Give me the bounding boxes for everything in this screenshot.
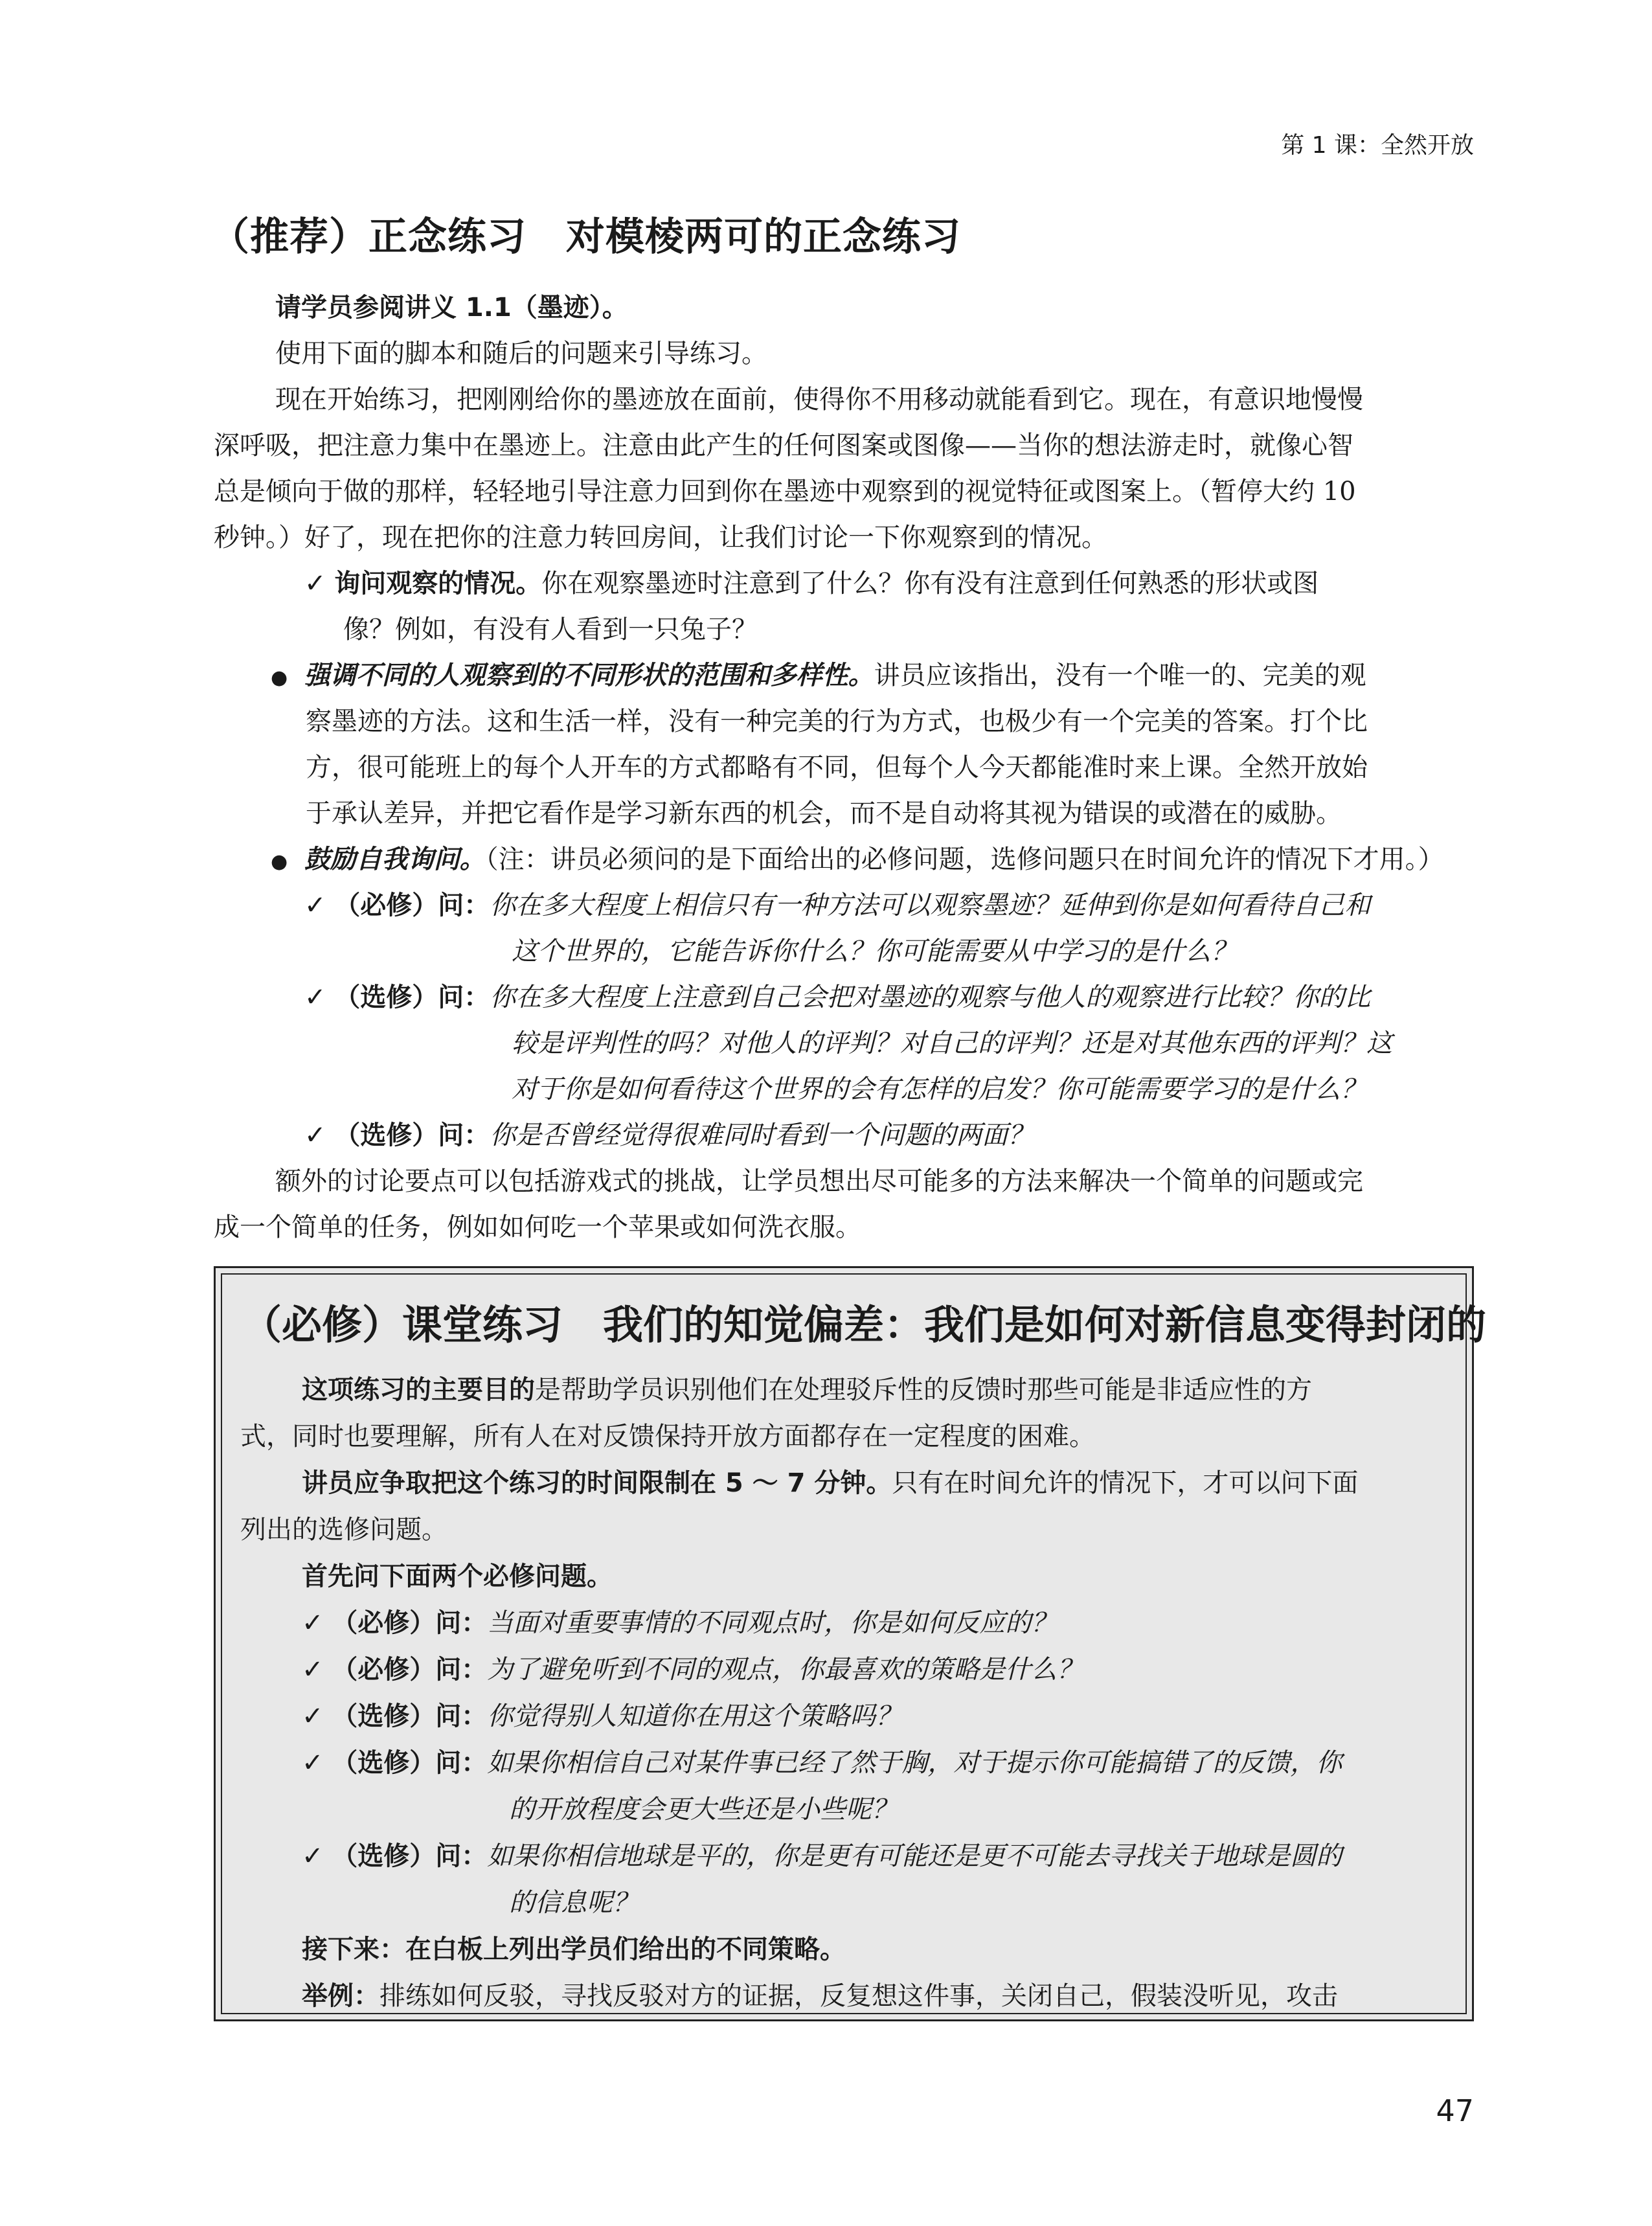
time-limit-line-cont: 列出的选修问题。 — [240, 1515, 447, 1545]
example-line: 举例：排练如何反驳，寻找反驳对方的证据，反复想这件事，关闭自己，假装没听见，攻击 — [302, 1981, 1338, 2011]
box-question-optional-3: ✓ （选修）问：如果你相信地球是平的，你是更有可能还是更不可能去寻找关于地球是圆的 — [302, 1841, 1342, 1871]
box-question-optional-2: ✓ （选修）问：如果你相信自己对某件事已经了然于胸，对于提示你可能搞错了的反馈，你 — [302, 1748, 1342, 1778]
question-optional-2: ✓ （选修）问：你是否曾经觉得很难同时看到一个问题的两面？ — [304, 1120, 1034, 1150]
box-question-optional-3-cont: 的信息呢？ — [509, 1888, 639, 1918]
purpose-line-cont: 式，同时也要理解，所有人在对反馈保持开放方面都存在一定程度的困难。 — [240, 1422, 1095, 1451]
question-optional-1-cont: 较是评判性的吗？对他人的评判？对自己的评判？还是对其他东西的评判？这 — [512, 1028, 1392, 1058]
exercise-box-title: （必修）课堂练习 我们的知觉偏差：我们是如何对新信息变得封闭的 — [242, 1301, 1487, 1348]
script-line-4: 秒钟。）好了，现在把你的注意力转回房间，让我们讨论一下你观察到的情况。 — [214, 523, 1107, 552]
bullet-icon: ● — [271, 666, 288, 689]
checkmark-icon: ✓ — [304, 982, 335, 1012]
instruction-line: 使用下面的脚本和随后的问题来引导练习。 — [275, 339, 767, 369]
box-question-optional-2-cont: 的开放程度会更大些还是小些呢？ — [509, 1795, 898, 1824]
next-step-line: 接下来：在白板上列出学员们给出的不同策略。 — [302, 1935, 846, 1964]
exercise-box — [214, 1266, 1487, 2021]
checkmark-icon: ✓ — [302, 1701, 332, 1731]
checkmark-icon: ✓ — [302, 1655, 332, 1685]
discussion-line-1: 额外的讨论要点可以包括游戏式的挑战，让学员想出尽可能多的方法来解决一个简单的问题或完 — [275, 1166, 1363, 1196]
checkmark-icon: ✓ — [302, 1841, 332, 1871]
question-optional-1-cont: 对于你是如何看待这个世界的会有怎样的启发？你可能需要学习的是什么？ — [512, 1074, 1366, 1104]
check-item-observation: ✓ 询问观察的情况。你在观察墨迹时注意到了什么？你有没有注意到任何熟悉的形状或图 — [304, 569, 1319, 598]
handout-reference: 请学员参阅讲义 1.1（墨迹）。 — [275, 293, 628, 323]
running-head: 第 1 课：全然开放 — [1281, 132, 1474, 159]
checkmark-icon: ✓ — [302, 1608, 332, 1638]
checkmark-icon: ✓ — [304, 1120, 335, 1150]
section-title: （推荐）正念练习 对模棱两可的正念练习 — [210, 214, 961, 260]
discussion-line-2: 成一个简单的任务，例如如何吃一个苹果或如何洗衣服。 — [214, 1212, 861, 1242]
time-limit-line: 讲员应争取把这个练习的时间限制在 5 ～ 7 分钟。只有在时间允许的情况下，才可以问下面 — [302, 1468, 1359, 1498]
box-question-optional-1: ✓ （选修）问：你觉得别人知道你在用这个策略吗？ — [302, 1701, 902, 1731]
question-optional-1: ✓ （选修）问：你在多大程度上注意到自己会把对墨迹的观察与他人的观察进行比较？你的比 — [304, 982, 1371, 1012]
script-line-2: 深呼吸，把注意力集中在墨迹上。注意由此产生的任何图案或图像——当你的想法游走时，就像心智 — [214, 431, 1353, 460]
question-required-1: ✓ （必修）问：你在多大程度上相信只有一种方法可以观察墨迹？延伸到你是如何看待自己和 — [304, 891, 1371, 920]
script-line-3: 总是倾向于做的那样，轻轻地引导注意力回到你在墨迹中观察到的视觉特征或图案上。（暂停大约 10 — [214, 477, 1356, 506]
question-required-1-cont: 这个世界的，它能告诉你什么？你可能需要从中学习的是什么？ — [512, 937, 1237, 966]
script-line-1: 现在开始练习，把刚刚给你的墨迹放在面前，使得你不用移动就能看到它。现在，有意识地慢慢 — [275, 385, 1363, 415]
section-body — [214, 285, 1474, 1251]
bullet-diversity: ● 强调不同的人观察到的不同形状的范围和多样性。讲员应该指出，没有一个唯一的、完美的观 — [271, 661, 1366, 690]
exercise-box-body — [240, 1367, 1445, 2019]
bullet-icon: ● — [271, 850, 288, 873]
checkmark-icon: ✓ — [302, 1748, 332, 1778]
bullet-diversity-line: 于承认差异，并把它看作是学习新东西的机会，而不是自动将其视为错误的或潜在的威胁。 — [306, 799, 1342, 828]
purpose-line: 这项练习的主要目的是帮助学员识别他们在处理驳斥性的反馈时那些可能是非适应性的方 — [302, 1375, 1312, 1405]
box-question-required-2: ✓ （必修）问：为了避免听到不同的观点，你最喜欢的策略是什么？ — [302, 1655, 1083, 1685]
checkmark-icon: ✓ — [304, 891, 335, 920]
box-question-required-1: ✓ （必修）问：当面对重要事情的不同观点时，你是如何反应的？ — [302, 1608, 1058, 1638]
checkmark-icon: ✓ — [304, 569, 335, 598]
bullet-diversity-line: 察墨迹的方法。这和生活一样，没有一种完美的行为方式，也极少有一个完美的答案。打个比 — [306, 707, 1368, 736]
bullet-self-inquiry: ● 鼓励自我询问。（注：讲员必须问的是下面给出的必修问题，选修问题只在时间允许的情况下才用。） — [271, 845, 1444, 874]
check-item-observation-cont: 像？例如，有没有人看到一只兔子？ — [343, 615, 758, 644]
bullet-diversity-line: 方，很可能班上的每个人开车的方式都略有不同，但每个人今天都能准时来上课。全然开放始 — [306, 753, 1368, 782]
first-ask-line: 首先问下面两个必修问题。 — [302, 1562, 613, 1591]
page-number: 47 — [1436, 2093, 1474, 2128]
